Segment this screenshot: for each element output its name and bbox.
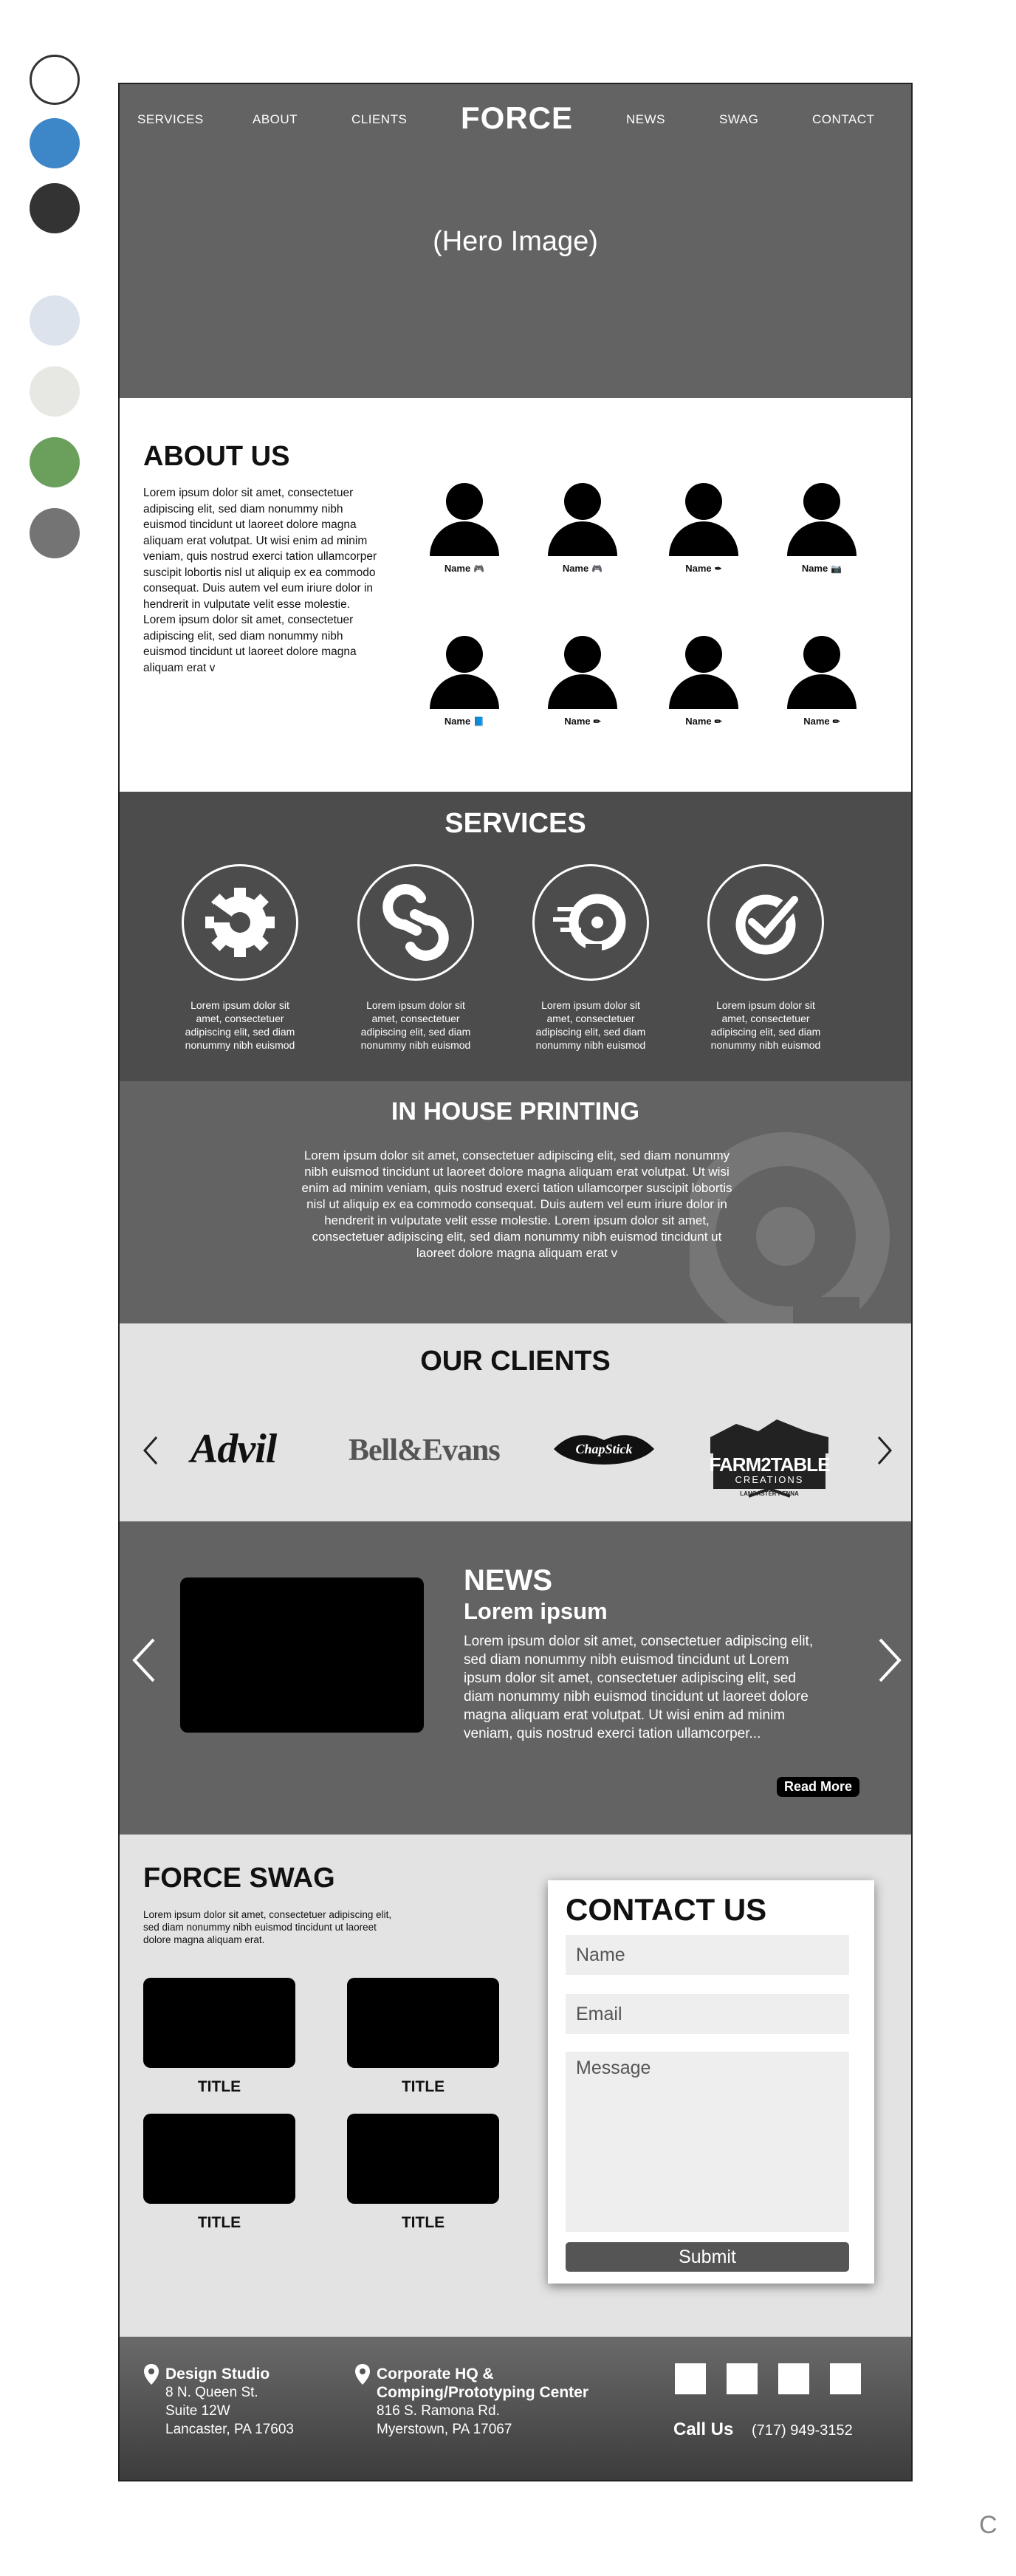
- avatar-body: [787, 674, 857, 709]
- member-name: Name: [685, 563, 712, 574]
- service-text: Lorem ipsum dolor sit amet, consectetuer adipiscing elit, sed diam nonummy nibh euismod: [185, 999, 295, 1051]
- corner-mark: C: [979, 2511, 998, 2539]
- force-logo[interactable]: [461, 100, 576, 134]
- avatar-head: [803, 483, 840, 520]
- swag-product[interactable]: [347, 1978, 499, 2096]
- nav-contact[interactable]: CONTACT: [812, 112, 875, 126]
- social-link-2[interactable]: [727, 2363, 758, 2394]
- design-studio-address: [165, 2365, 294, 2439]
- nav-news[interactable]: NEWS: [626, 112, 665, 126]
- address-line: Suite 12W: [165, 2403, 230, 2419]
- chapstick-wordmark: ChapStick: [575, 1442, 633, 1456]
- location-pin-icon: [354, 2363, 371, 2385]
- nav-clients[interactable]: CLIENTS: [351, 112, 408, 126]
- team-member[interactable]: [663, 483, 744, 579]
- product-image[interactable]: [347, 2114, 499, 2204]
- team-member[interactable]: [542, 483, 623, 579]
- hero-image-placeholder: (Hero Image): [433, 226, 598, 257]
- controller-icon: 🎮: [591, 564, 603, 574]
- news-image[interactable]: [180, 1578, 424, 1733]
- swag-body: Lorem ipsum dolor sit amet, consectetuer adipiscing elit, sed diam nonummy nibh euismod tincidunt ut laoreet dolore magna aliquam erat.: [143, 1909, 392, 1945]
- palette-swatch-gray: [30, 508, 80, 558]
- logo-text: FORCE: [461, 100, 573, 134]
- avatar-body: [787, 521, 857, 556]
- service-item[interactable]: [528, 864, 653, 1052]
- swag-product[interactable]: [143, 2114, 295, 2232]
- name-field[interactable]: [566, 1935, 849, 1975]
- address-line: Lancaster, PA 17603: [165, 2422, 294, 2437]
- avatar-body: [430, 674, 499, 709]
- address-line: 816 S. Ramona Rd.: [377, 2403, 500, 2419]
- message-field[interactable]: [566, 2052, 849, 2232]
- client-logo-farm2table[interactable]: [703, 1409, 836, 1502]
- call-us-label: Call Us: [673, 2419, 734, 2439]
- controller-icon: 🎮: [473, 564, 485, 574]
- product-title: TITLE: [401, 2214, 445, 2231]
- services-title: SERVICES: [444, 808, 586, 839]
- check-icon: [725, 882, 806, 963]
- read-more-button[interactable]: Read More: [777, 1777, 859, 1797]
- member-name: Name: [564, 716, 591, 727]
- news-section: [120, 1521, 911, 1835]
- nav-about[interactable]: ABOUT: [253, 112, 298, 126]
- service-text: Lorem ipsum dolor sit amet, consectetuer adipiscing elit, sed diam nonummy nibh euismod: [360, 999, 471, 1051]
- service-icon-circle: [182, 864, 298, 981]
- product-image[interactable]: [143, 1978, 295, 2068]
- corporate-hq-address: [377, 2365, 588, 2439]
- client-logo-advil[interactable]: Advil: [190, 1426, 277, 1472]
- printing-title: IN HOUSE PRINTING: [391, 1097, 640, 1126]
- clients-next-arrow-icon[interactable]: [876, 1434, 893, 1467]
- farm2table-location: LANCASTER PENNA: [740, 1490, 799, 1497]
- member-name: Name: [562, 563, 589, 574]
- services-section: [120, 792, 911, 1081]
- avatar-head: [564, 636, 601, 673]
- camera-icon: 📷: [831, 564, 842, 574]
- pencil-icon: ✏: [593, 716, 601, 727]
- service-icon-circle: [357, 864, 474, 981]
- address-line: 8 N. Queen St.: [165, 2385, 258, 2400]
- clients-prev-arrow-icon[interactable]: [142, 1434, 159, 1467]
- address-title: Corporate HQ &: [377, 2366, 494, 2383]
- avatar-body: [548, 674, 617, 709]
- service-item[interactable]: [703, 864, 828, 1052]
- pencil-icon: ✏: [714, 716, 722, 727]
- submit-button[interactable]: Submit: [566, 2242, 849, 2272]
- farm2table-sub-wordmark: CREATIONS: [735, 1474, 804, 1485]
- avatar-head: [685, 483, 722, 520]
- contact-title: CONTACT US: [566, 1892, 767, 1927]
- email-field[interactable]: [566, 1994, 849, 2034]
- service-text: Lorem ipsum dolor sit amet, consectetuer adipiscing elit, sed diam nonummy nibh euismod: [535, 999, 646, 1051]
- team-member[interactable]: [542, 636, 623, 732]
- product-image[interactable]: [347, 1978, 499, 2068]
- about-body: Lorem ipsum dolor sit amet, consectetuer adipiscing elit, sed diam nonummy nibh euismod tincidunt ut laoreet dolore magna aliquam erat volutpat. Ut wisi enim ad minim veniam, quis nostrud exerci tation ullamcorper suscipit lobortis nisl ut aliquip ex ea commodo consequat. Duis autem vel eum iriure dolor in hendrerit in vulputate velit esse molestie. Lorem ipsum dolor sit amet, consectetuer adipiscing elit, sed diam nonummy nibh euismod tincidunt ut laoreet dolore magna aliquam erat v: [143, 487, 377, 674]
- fast-delivery-icon: [550, 882, 631, 963]
- member-name: Name: [803, 716, 830, 727]
- product-title: TITLE: [401, 2078, 445, 2095]
- team-member[interactable]: [663, 636, 744, 732]
- book-icon: 📘: [473, 716, 485, 727]
- phone-number[interactable]: (717) 949-3152: [752, 2422, 853, 2439]
- avatar-head: [803, 636, 840, 673]
- avatar-head: [685, 636, 722, 673]
- social-link-1[interactable]: [675, 2363, 706, 2394]
- nav-services[interactable]: SERVICES: [137, 112, 204, 126]
- about-title: ABOUT US: [143, 441, 290, 472]
- link-icon: [375, 882, 456, 963]
- location-pin-icon: [143, 2363, 159, 2385]
- avatar-head: [446, 636, 483, 673]
- news-prev-arrow-icon[interactable]: [131, 1637, 157, 1684]
- avatar-body: [669, 674, 738, 709]
- team-member[interactable]: [781, 636, 862, 732]
- service-icon-circle: [532, 864, 649, 981]
- swag-product[interactable]: [347, 2114, 499, 2232]
- palette-swatch-black: [30, 183, 80, 233]
- service-item[interactable]: [177, 864, 303, 1052]
- swag-section: [120, 1835, 911, 2337]
- news-title: NEWS: [464, 1564, 552, 1597]
- client-logo-chapstick[interactable]: [551, 1427, 657, 1471]
- palette-swatch-light-gray: [30, 366, 80, 417]
- social-link-3[interactable]: [778, 2363, 809, 2394]
- social-link-4[interactable]: [830, 2363, 861, 2394]
- avatar-body: [669, 521, 738, 556]
- team-member[interactable]: [424, 483, 505, 579]
- about-section: [120, 398, 911, 792]
- farm2table-wordmark: FARM2TABLE: [709, 1453, 830, 1476]
- service-icon-circle: [707, 864, 824, 981]
- team-member[interactable]: [424, 636, 505, 732]
- website-mockup: [118, 83, 913, 2481]
- avatar-head: [446, 483, 483, 520]
- swag-product[interactable]: [143, 1978, 295, 2096]
- avatar-body: [548, 521, 617, 556]
- member-name: Name: [801, 563, 828, 574]
- swag-title: FORCE SWAG: [143, 1863, 335, 1894]
- address-title: Design Studio: [165, 2366, 270, 2383]
- avatar-body: [430, 521, 499, 556]
- team-member[interactable]: [781, 483, 862, 579]
- palette-swatch-blue: [30, 118, 80, 168]
- printing-body: Lorem ipsum dolor sit amet, consectetuer adipiscing elit, sed diam nonummy nibh euismod tincidunt ut laoreet dolore magna aliquam erat volutpat. Ut wisi enim ad minim veniam, quis nostrud exerci tation ullamcorper suscipit lobortis nisl ut aliquip ex ea commodo consequat. Duis autem vel eum iriure dolor in hendrerit in vulputate velit esse molestie. Lorem ipsum dolor sit amet, consectetuer adipiscing elit, sed diam nonummy nibh euismod tincidunt ut laoreet dolore magna aliquam erat v: [301, 1148, 732, 1260]
- palette-swatch-light-blue: [30, 295, 80, 346]
- contact-form: [548, 1880, 874, 2284]
- pencil-icon: ✏: [832, 716, 840, 727]
- member-name: Name: [444, 563, 471, 574]
- clients-title: OUR CLIENTS: [420, 1346, 611, 1377]
- service-text: Lorem ipsum dolor sit amet, consectetuer adipiscing elit, sed diam nonummy nibh euismod: [710, 999, 821, 1051]
- client-logo-bell-evans[interactable]: Bell&Evans: [349, 1433, 500, 1467]
- member-name: Name: [685, 716, 712, 727]
- pen-icon: ✒: [714, 564, 722, 574]
- address-line: Myerstown, PA 17067: [377, 2422, 512, 2437]
- service-item[interactable]: [353, 864, 478, 1052]
- address-title: Comping/Prototyping Center: [377, 2384, 588, 2401]
- palette-swatch-green: [30, 437, 80, 487]
- product-title: TITLE: [197, 2214, 241, 2231]
- news-next-arrow-icon[interactable]: [877, 1637, 902, 1684]
- printing-section: [120, 1081, 911, 1323]
- news-headline: Lorem ipsum: [464, 1598, 608, 1624]
- product-title: TITLE: [197, 2078, 241, 2095]
- product-image[interactable]: [143, 2114, 295, 2204]
- news-body: Lorem ipsum dolor sit amet, consectetuer adipiscing elit, sed diam nonummy nibh euismod tincidunt ut Lorem ipsum dolor sit amet, consectetuer adipiscing elit, sed diam nonummy nibh euismod tincidunt ut laoreet dolore magna aliquam erat volutpat. Ut wisi enim ad minim veniam, quis nostrud exerci tation ullamcorper...: [464, 1634, 814, 1741]
- hero-section: [120, 84, 911, 398]
- nav-swag[interactable]: SWAG: [719, 112, 759, 126]
- avatar-head: [564, 483, 601, 520]
- member-name: Name: [444, 716, 471, 727]
- footer: [120, 2337, 911, 2481]
- gear-icon: [199, 882, 281, 963]
- clients-section: [120, 1323, 911, 1521]
- palette-swatch-white: [30, 55, 80, 105]
